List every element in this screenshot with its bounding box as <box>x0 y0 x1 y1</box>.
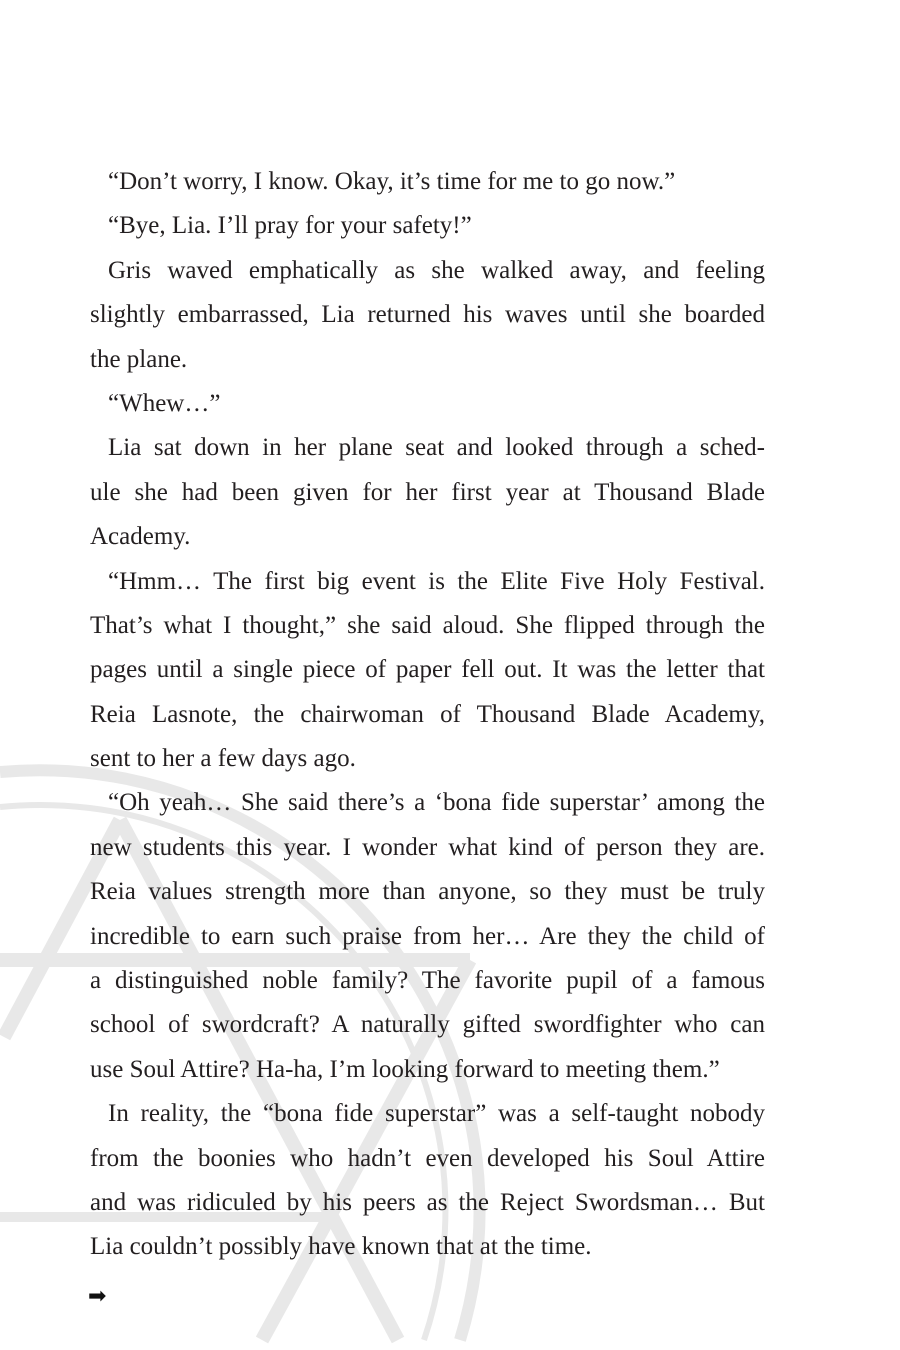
text-line: and was ridiculed by his peers as the Reject Swordsman… But <box>90 1188 765 1216</box>
text-line: “Whew…” <box>108 389 221 417</box>
text-line: “Don’t worry, I know. Okay, it’s time for me to go now.” <box>108 168 676 195</box>
text-line: “Oh yeah… She said there’s a ‘bona fide superstar’ among the <box>108 789 765 817</box>
text-line: ule she had been given for her first year at Thousand Blade <box>90 478 765 506</box>
text-line: That’s what I thought,” she said aloud. She flipped through the <box>90 611 765 639</box>
book-text <box>90 160 765 1270</box>
text-line: the plane. <box>90 345 188 373</box>
text-line: Lia couldn’t possibly have known that at the time. <box>90 1233 592 1261</box>
text-line: Reia Lasnote, the chairwoman of Thousand Blade Academy, <box>90 700 765 728</box>
text-line: Reia values strength more than anyone, so they must be truly <box>90 878 765 906</box>
text-line: “Bye, Lia. I’ll pray for your safety!” <box>108 212 472 240</box>
text-line: sent to her a few days ago. <box>90 745 356 773</box>
text-line: a distinguished noble family? The favorite pupil of a famous <box>90 967 765 995</box>
text-line: Lia sat down in her plane seat and looked through a sched- <box>108 434 765 462</box>
text-line: Gris waved emphatically as she walked away, and feeling <box>108 256 765 284</box>
text-line: new students this year. I wonder what kind of person they are. <box>90 833 765 861</box>
text-line: In reality, the “bona fide superstar” was a self-taught nobody <box>108 1100 765 1128</box>
text-line: slightly embarrassed, Lia returned his waves until she boarded <box>90 301 765 329</box>
right-arrow-icon: ➡ <box>88 1284 107 1309</box>
text-line: incredible to earn such praise from her… Are they the child of <box>90 922 765 950</box>
text-line: use Soul Attire? Ha-ha, I’m looking forward to meeting them.” <box>90 1055 720 1083</box>
text-line: Academy. <box>90 523 191 551</box>
text-line: from the boonies who hadn’t even developed his Soul Attire <box>90 1144 765 1172</box>
text-line: “Hmm… The first big event is the Elite Five Holy Festival. <box>108 567 765 595</box>
text-line: pages until a single piece of paper fell out. It was the letter that <box>90 656 765 684</box>
text-line: school of swordcraft? A naturally gifted swordfighter who can <box>90 1011 765 1039</box>
